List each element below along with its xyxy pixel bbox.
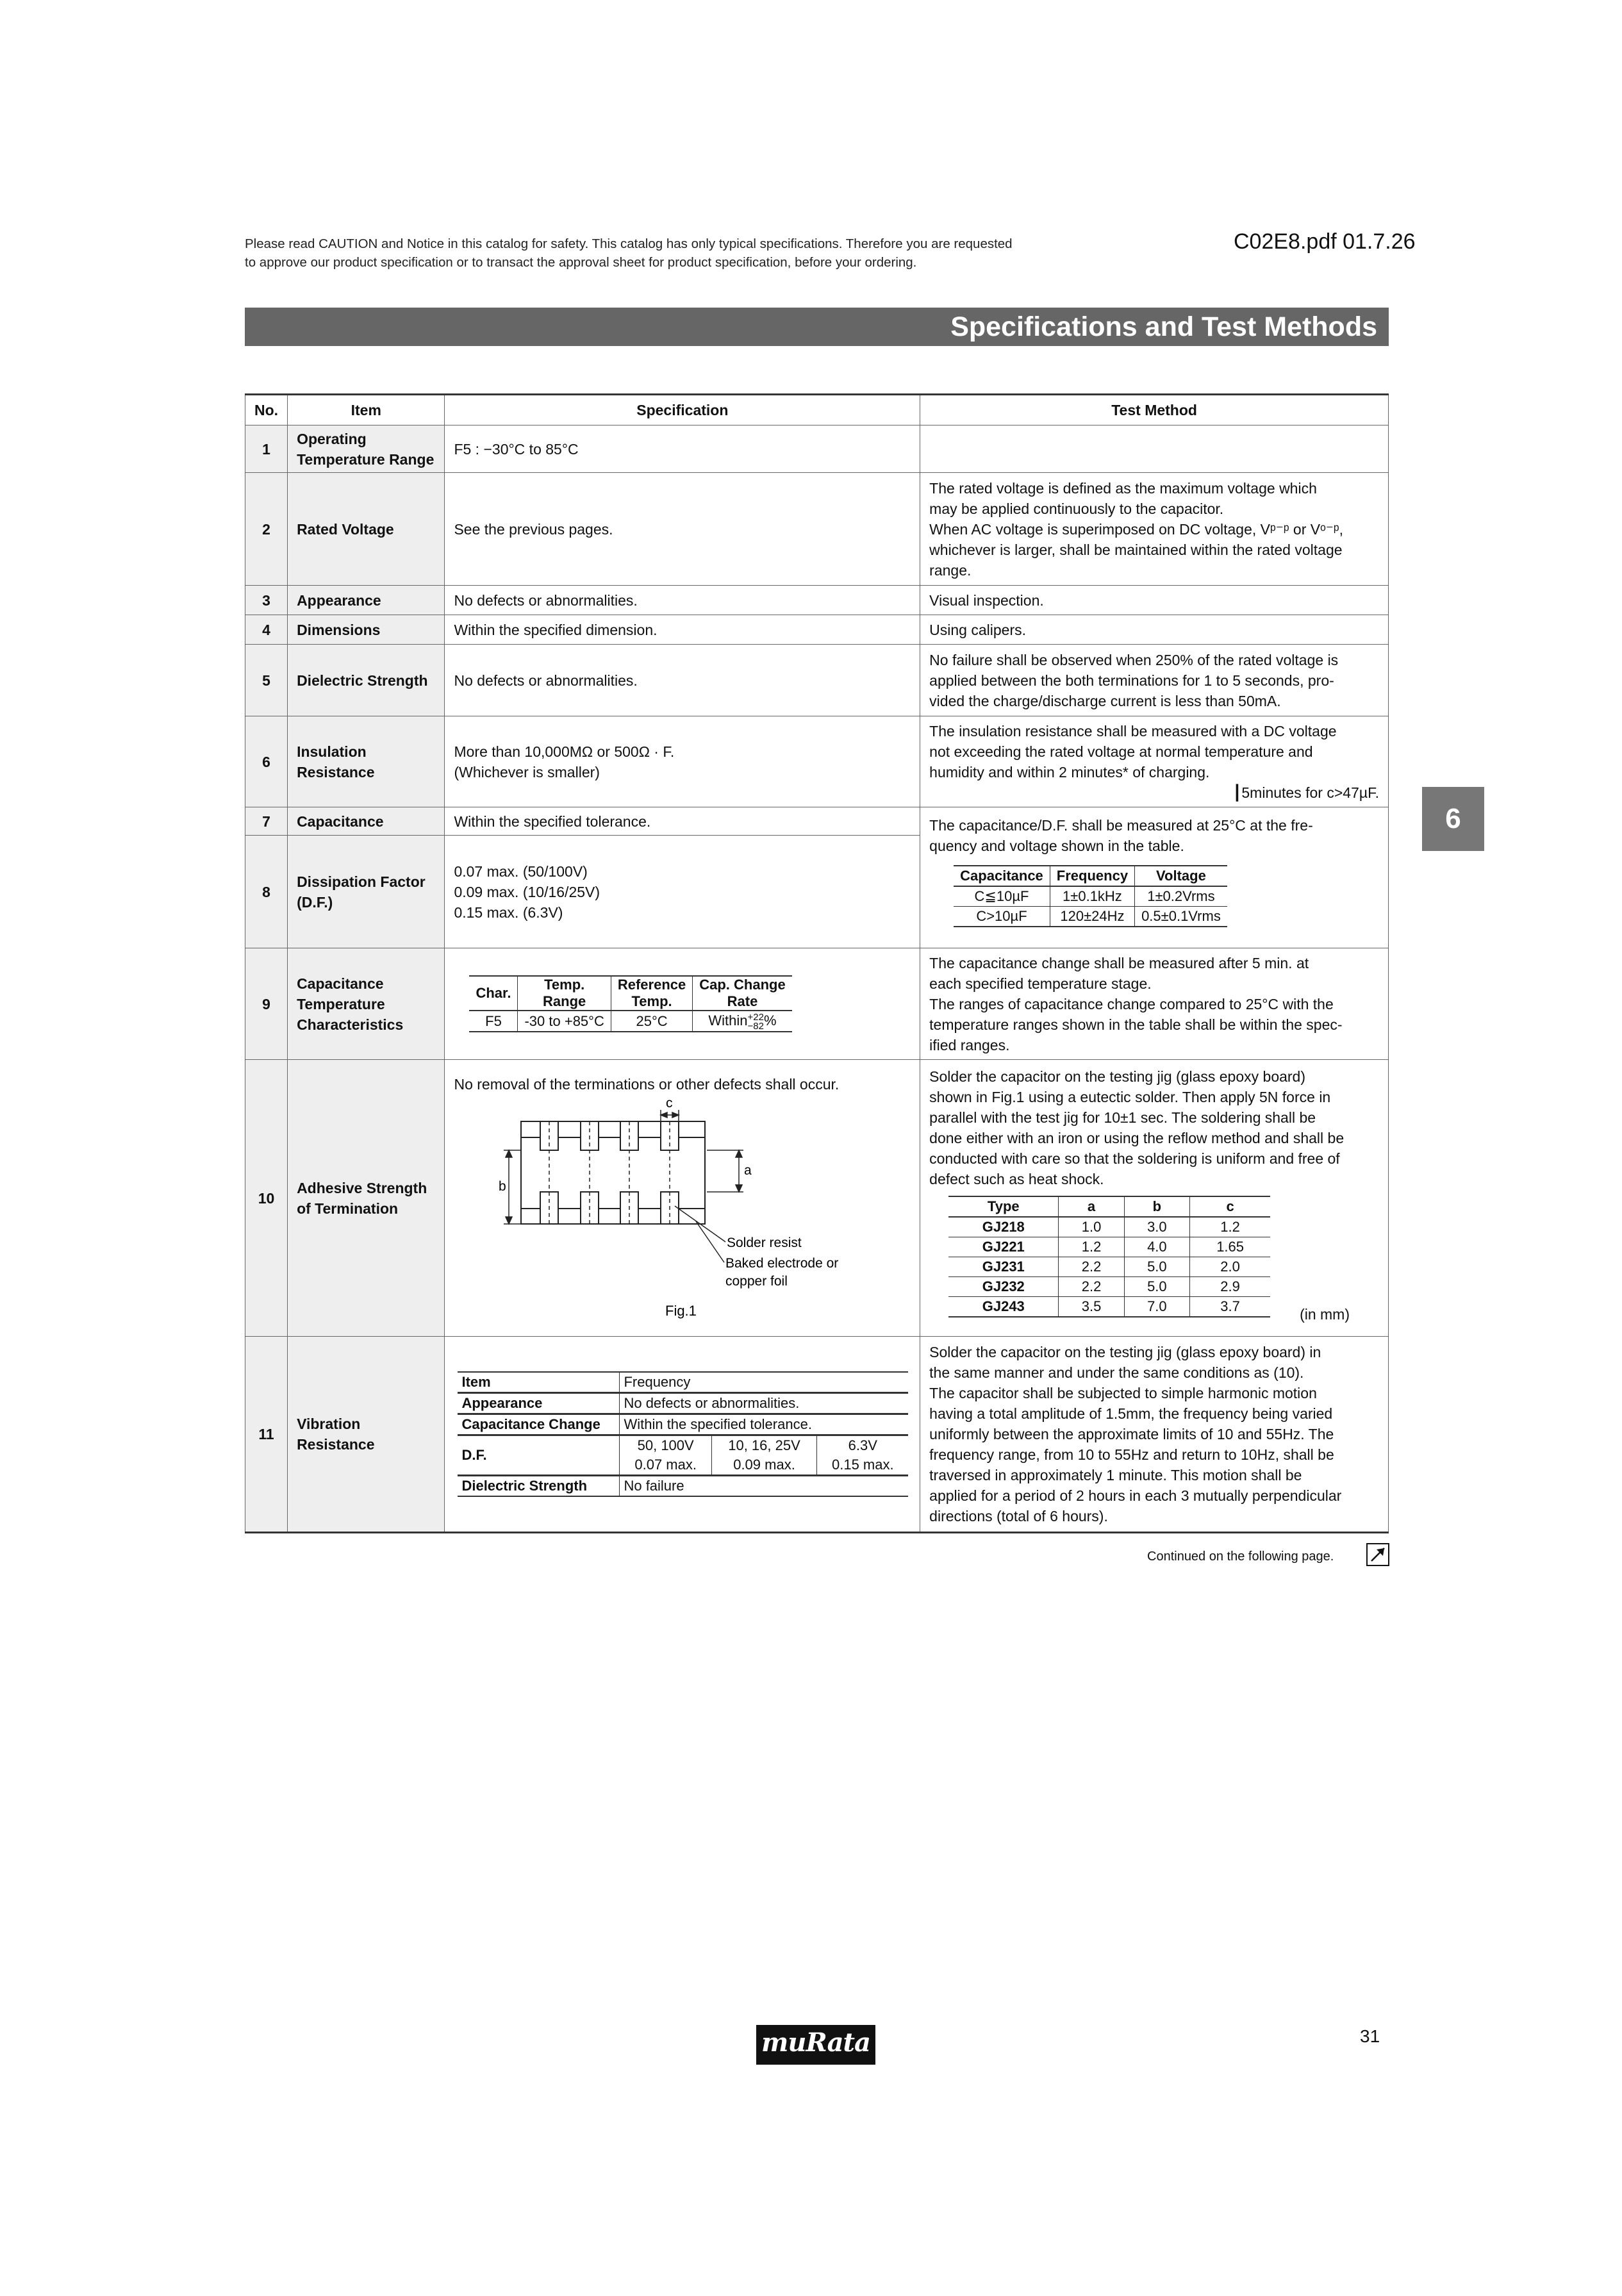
- table-row: [245, 425, 1389, 473]
- row-item: [288, 807, 445, 836]
- dim-c-label: c: [666, 1096, 673, 1111]
- row-no: 3: [245, 586, 288, 615]
- vib-capchange-value: Within the specified tolerance.: [620, 1414, 909, 1435]
- cell: 1±0.1kHz: [1050, 886, 1134, 907]
- spec-line: See the previous pages.: [454, 520, 613, 538]
- vib-appearance-label: Appearance: [458, 1393, 620, 1414]
- table-row: [245, 615, 1389, 645]
- cell: 1.2: [1059, 1237, 1124, 1257]
- test-line: Visual inspection.: [929, 591, 1044, 609]
- row-no: 1: [245, 425, 288, 473]
- table-row: [245, 473, 1389, 586]
- test-line: done either with an iron or using the reflow method and shall be: [929, 1130, 1345, 1146]
- fig1-caption: Fig.1: [665, 1303, 697, 1319]
- test-line: each specified temperature stage.: [929, 975, 1152, 992]
- dim-b-label: b: [499, 1179, 507, 1194]
- continued-note: Continued on the following page.: [1147, 1549, 1334, 1564]
- test-line: temperature ranges shown in the table shall be within the spec-: [929, 1016, 1343, 1033]
- row-test: [920, 473, 1389, 586]
- test-line: parallel with the test jig for 10±1 sec. The soldering shall be: [929, 1109, 1316, 1126]
- test-line: directions (total of 6 hours).: [929, 1508, 1108, 1524]
- notice-line-1: Please read CAUTION and Notice in this catalog for safety. This catalog has only typical specifications. Therefore you are requested: [245, 236, 1013, 251]
- section-tab: 6: [1422, 787, 1484, 851]
- cell: -30 to +85°C: [518, 1011, 611, 1031]
- item-line: Appearance: [297, 591, 381, 609]
- df-col: 10, 16, 25V: [711, 1435, 816, 1456]
- row-item: [288, 836, 445, 948]
- row-item: [288, 425, 445, 473]
- item-line: Operating: [297, 430, 367, 447]
- spec-table: [245, 393, 1389, 1533]
- vib-appearance-value: No defects or abnormalities.: [620, 1393, 909, 1414]
- row-item: [288, 586, 445, 615]
- solder-resist-label: Solder resist: [727, 1235, 802, 1250]
- test-line: shown in Fig.1 using a eutectic solder. Then apply 5N force in: [929, 1089, 1331, 1105]
- row-no: 6: [245, 716, 288, 807]
- electrode-label-2: copper foil: [725, 1274, 788, 1289]
- row-spec: [445, 948, 920, 1060]
- type-cell: GJ243: [948, 1297, 1059, 1317]
- cell: 120±24Hz: [1050, 907, 1134, 927]
- fig1-test-jig-diagram: [454, 1096, 877, 1320]
- row-test: [920, 716, 1389, 807]
- vibration-criteria-table: [458, 1371, 908, 1497]
- cell: 2.9: [1190, 1277, 1271, 1297]
- cell: C≦10µF: [954, 886, 1050, 907]
- test-line: The insulation resistance shall be measured with a DC voltage: [929, 722, 1337, 739]
- df-col: 50, 100V: [637, 1437, 694, 1453]
- item-line: Capacitance: [297, 975, 384, 992]
- table-row: [245, 948, 1389, 1060]
- cell: C>10µF: [954, 907, 1050, 927]
- test-line: No failure shall be observed when 250% of the rated voltage is: [929, 651, 1339, 668]
- cell: 1.2: [1190, 1217, 1271, 1237]
- type-cell: GJ232: [948, 1277, 1059, 1297]
- row-item: [288, 1060, 445, 1337]
- page-title: Specifications and Test Methods: [950, 311, 1377, 342]
- cell: 2.0: [1190, 1257, 1271, 1277]
- cap-change-cell: Within +22 −82 %: [693, 1011, 792, 1031]
- vib-frequency: Frequency: [620, 1372, 909, 1393]
- row-item: [288, 473, 445, 586]
- temp-char-table: [469, 975, 791, 1032]
- col-b: b: [1124, 1196, 1189, 1217]
- row-item: [288, 1337, 445, 1533]
- units-note: (in mm): [1300, 1306, 1350, 1323]
- test-line: uniformly between the approximate limits of 10 and 55Hz. The: [929, 1426, 1334, 1442]
- col-voltage: Voltage: [1135, 866, 1227, 886]
- row-spec: [445, 473, 920, 586]
- df-col: 6.3V: [817, 1435, 909, 1456]
- test-line: The ranges of capacitance change compared to 25°C with the: [929, 995, 1334, 1012]
- test-line: defect such as heat shock.: [929, 1171, 1104, 1187]
- spec-line: No defects or abnormalities.: [454, 672, 638, 689]
- cell: 7.0: [1124, 1297, 1189, 1317]
- test-line: Using calipers.: [929, 621, 1027, 638]
- item-line: Temperature: [297, 995, 385, 1012]
- row-spec: [445, 645, 920, 716]
- col-reference-temp: Reference Temp.: [611, 976, 692, 1011]
- row-spec: [445, 716, 920, 807]
- table-row: [245, 1060, 1389, 1337]
- row-spec: [445, 586, 920, 615]
- item-line: Temperature Range: [297, 450, 434, 468]
- row-item: [288, 645, 445, 716]
- table-row: [245, 1337, 1389, 1533]
- row-spec: [445, 807, 920, 836]
- item-line: Capacitance: [297, 813, 384, 830]
- col-cap-change-rate: Cap. Change Rate: [693, 976, 792, 1011]
- item-line: Resistance: [297, 1436, 375, 1453]
- cell: 1.0: [1059, 1217, 1124, 1237]
- spec-line: 0.15 max. (6.3V): [454, 904, 563, 921]
- vib-capchange-label: Capacitance Change: [458, 1414, 620, 1435]
- spec-line: More than 10,000MΩ or 500Ω · F.: [454, 743, 675, 760]
- test-line: Solder the capacitor on the testing jig (glass epoxy board) in: [929, 1344, 1321, 1360]
- item-line: Characteristics: [297, 1016, 404, 1033]
- row-no: 10: [245, 1060, 288, 1337]
- test-line: ified ranges.: [929, 1036, 1010, 1053]
- header-no: No.: [245, 395, 288, 425]
- header-test: Test Method: [920, 395, 1389, 425]
- col-frequency: Frequency: [1050, 866, 1134, 886]
- df-val: 0.09 max.: [711, 1455, 816, 1476]
- row-test: [920, 807, 1389, 948]
- vib-dielectric-label: Dielectric Strength: [458, 1476, 620, 1497]
- test-line: The capacitance change shall be measured after 5 min. at: [929, 954, 1309, 971]
- item-line: Dissipation Factor: [297, 873, 426, 890]
- spec-line: 0.07 max. (50/100V): [454, 863, 588, 880]
- item-line: Adhesive Strength: [297, 1179, 427, 1196]
- test-line: humidity and within 2 minutes* of charging.: [929, 763, 1210, 780]
- file-reference: C02E8.pdf 01.7.26: [1234, 229, 1416, 254]
- test-line: The rated voltage is defined as the maximum voltage which: [929, 479, 1317, 497]
- page-number: 31: [1360, 2026, 1380, 2046]
- test-line: the same manner and under the same conditions as (10).: [929, 1364, 1304, 1381]
- row-no: 4: [245, 615, 288, 645]
- test-line: quency and voltage shown in the table.: [929, 838, 1184, 854]
- electrode-label: Baked electrode or: [725, 1256, 839, 1271]
- cell: 5.0: [1124, 1257, 1189, 1277]
- test-footnote: ┃5minutes for c>47µF.: [1232, 784, 1379, 801]
- vib-item-label: Item: [458, 1372, 620, 1393]
- spec-line: F5 : −30°C to 85°C: [454, 440, 579, 458]
- row-spec: [445, 615, 920, 645]
- row-test: [920, 586, 1389, 615]
- col-char: Char.: [469, 976, 518, 1011]
- test-line: may be applied continuously to the capacitor.: [929, 500, 1224, 517]
- row-test: [920, 1060, 1389, 1337]
- cell: 2.2: [1059, 1277, 1124, 1297]
- item-line: Insulation: [297, 743, 367, 760]
- test-line: applied for a period of 2 hours in each 3 mutually perpendicular: [929, 1487, 1342, 1504]
- vib-dielectric-value: No failure: [620, 1476, 909, 1497]
- test-line: conducted with care so that the soldering is uniform and free of: [929, 1150, 1340, 1167]
- spec-line: (Whichever is smaller): [454, 763, 600, 780]
- cell: 1±0.2Vrms: [1135, 886, 1227, 907]
- notice-line-2: to approve our product specification or to transact the approval sheet for product specification, before your ordering.: [245, 255, 917, 270]
- cell: 4.0: [1124, 1237, 1189, 1257]
- logo-text: muRata: [761, 2028, 870, 2058]
- row-item: [288, 948, 445, 1060]
- item-line: Dimensions: [297, 621, 381, 638]
- row-no: 7: [245, 807, 288, 836]
- cell: 2.2: [1059, 1257, 1124, 1277]
- spec-line: Within the specified tolerance.: [454, 813, 651, 830]
- row-test: [920, 615, 1389, 645]
- col-a: a: [1059, 1196, 1124, 1217]
- item-line: Rated Voltage: [297, 520, 394, 538]
- test-line: vided the charge/discharge current is less than 50mA.: [929, 692, 1281, 709]
- test-line: When AC voltage is superimposed on DC voltage, Vᵖ⁻ᵖ or Vᵒ⁻ᵖ,: [929, 520, 1344, 538]
- cell: 1.65: [1190, 1237, 1271, 1257]
- title-banner: [245, 308, 1389, 346]
- cell: 0.5±0.1Vrms: [1135, 907, 1227, 927]
- test-line: frequency range, from 10 to 55Hz and return to 10Hz, shall be: [929, 1446, 1334, 1463]
- type-cell: GJ231: [948, 1257, 1059, 1277]
- cell: 3.7: [1190, 1297, 1271, 1317]
- row-no: 8: [245, 836, 288, 948]
- row-spec: [445, 1337, 920, 1533]
- test-line: range.: [929, 561, 972, 579]
- test-line: traversed in approximately 1 minute. This motion shall be: [929, 1467, 1302, 1483]
- test-line: not exceeding the rated voltage at normal temperature and: [929, 743, 1313, 760]
- test-line: Solder the capacitor on the testing jig (glass epoxy board): [929, 1068, 1306, 1085]
- col-c: c: [1190, 1196, 1271, 1217]
- row-item: [288, 716, 445, 807]
- item-line: Vibration: [297, 1416, 361, 1432]
- cell: 3.5: [1059, 1297, 1124, 1317]
- test-line: The capacitor shall be subjected to simple harmonic motion: [929, 1385, 1317, 1401]
- catalog-notice: [245, 235, 1123, 272]
- row-test: [920, 948, 1389, 1060]
- row-test: [920, 1337, 1389, 1533]
- table-row: [245, 586, 1389, 615]
- spec-line: 0.09 max. (10/16/25V): [454, 883, 600, 900]
- row-no: 2: [245, 473, 288, 586]
- row-spec: [445, 836, 920, 948]
- table-row: [245, 645, 1389, 716]
- murata-logo: [756, 2025, 875, 2065]
- cell: 3.0: [1124, 1217, 1189, 1237]
- row-no: 11: [245, 1337, 288, 1533]
- cell: 25°C: [611, 1011, 692, 1031]
- cell: 5.0: [1124, 1277, 1189, 1297]
- row-spec: [445, 425, 920, 473]
- table-header-row: [245, 395, 1389, 425]
- spec-line: Within the specified dimension.: [454, 621, 658, 638]
- row-spec: [445, 1060, 920, 1337]
- col-type: Type: [948, 1196, 1059, 1217]
- dim-a-label: a: [744, 1163, 752, 1178]
- df-val: 0.07 max.: [620, 1455, 711, 1476]
- item-line: of Termination: [297, 1200, 399, 1217]
- test-line: having a total amplitude of 1.5mm, the frequency being varied: [929, 1405, 1333, 1422]
- continued-arrow-icon: [1366, 1543, 1389, 1566]
- test-line: whichever is larger, shall be maintained within the rated voltage: [929, 541, 1343, 558]
- spec-line: No removal of the terminations or other defects shall occur.: [454, 1076, 840, 1093]
- row-no: 9: [245, 948, 288, 1060]
- type-cell: GJ221: [948, 1237, 1059, 1257]
- row-no: 5: [245, 645, 288, 716]
- df-val: 0.15 max.: [817, 1455, 909, 1476]
- table-row: [245, 716, 1389, 807]
- test-line: The capacitance/D.F. shall be measured at 25°C at the fre-: [929, 817, 1313, 834]
- spec-line: No defects or abnormalities.: [454, 591, 638, 609]
- item-line: Dielectric Strength: [297, 672, 428, 689]
- col-capacitance: Capacitance: [954, 866, 1050, 886]
- type-cell: GJ218: [948, 1217, 1059, 1237]
- jig-dimensions-table: [948, 1196, 1270, 1317]
- table-row: [245, 807, 1389, 836]
- test-line: applied between the both terminations for 1 to 5 seconds, pro-: [929, 672, 1334, 689]
- vib-df-label: D.F.: [458, 1435, 620, 1476]
- row-test: [920, 645, 1389, 716]
- header-spec: Specification: [445, 395, 920, 425]
- row-item: [288, 615, 445, 645]
- cell: F5: [469, 1011, 518, 1031]
- item-line: Resistance: [297, 763, 375, 780]
- row-test: [920, 425, 1389, 473]
- item-line: (D.F.): [297, 893, 333, 911]
- header-item: Item: [288, 395, 445, 425]
- measurement-conditions-table: [954, 865, 1227, 927]
- col-temp-range: Temp. Range: [518, 976, 611, 1011]
